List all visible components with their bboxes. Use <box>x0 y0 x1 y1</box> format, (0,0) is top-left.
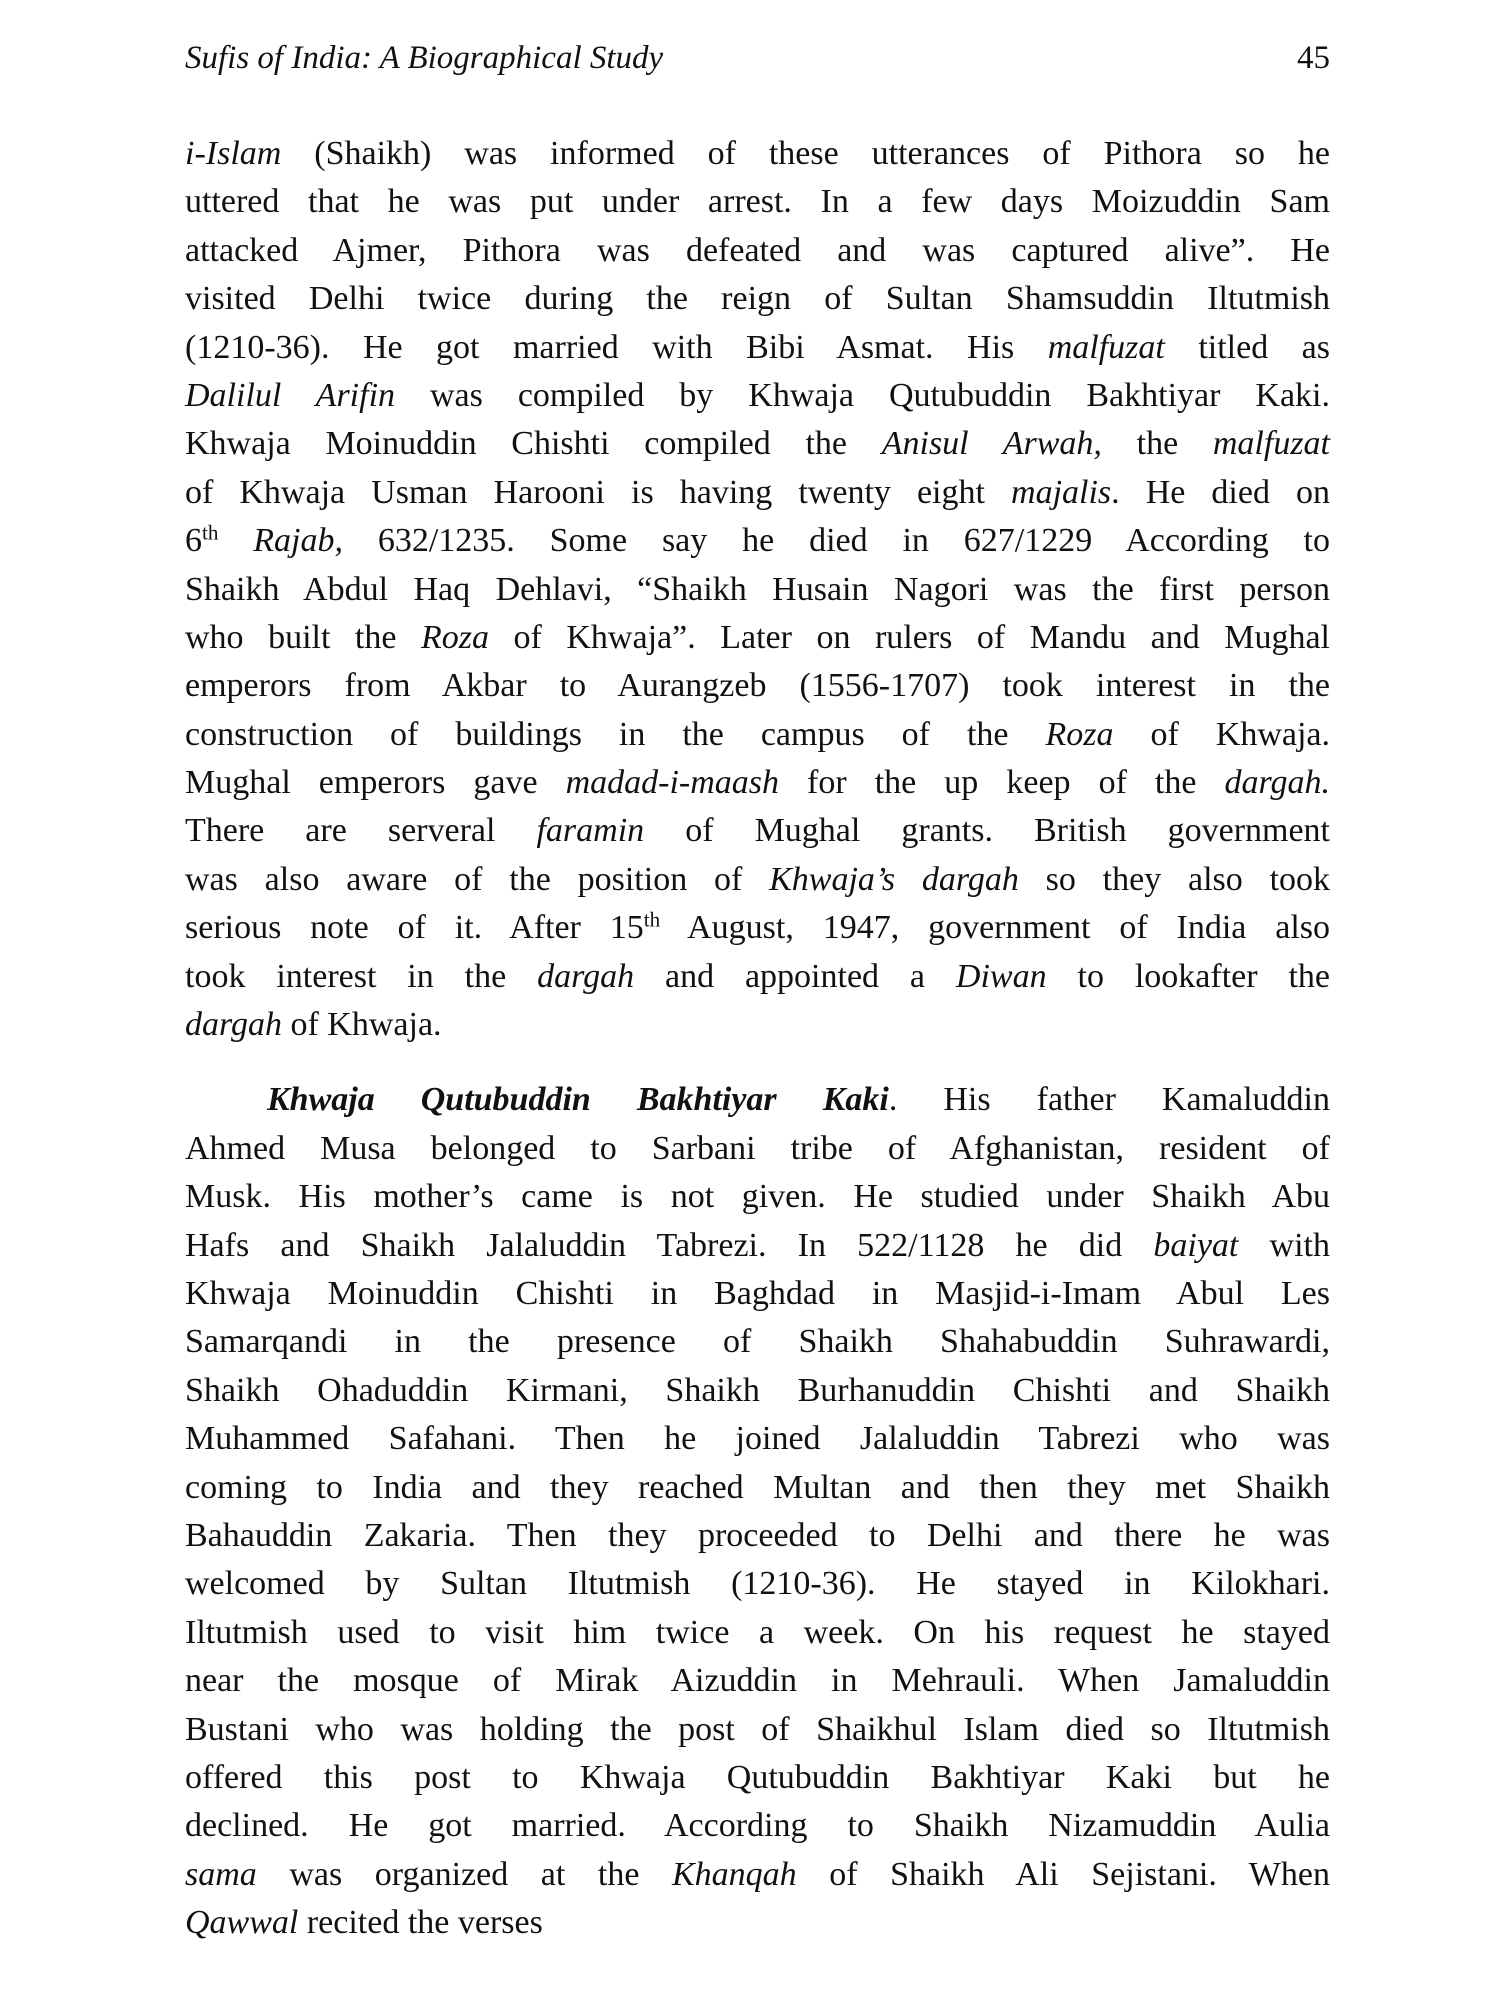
text-line <box>185 1415 1330 1463</box>
text-line <box>185 227 1330 275</box>
text-line <box>185 1754 1330 1802</box>
text-line <box>185 1367 1330 1415</box>
text-run: Bustani who was holding the post of Shaikhul Islam died so Iltutmish <box>185 1710 1330 1748</box>
text-run: was compiled by Khwaja Qutubuddin Bakhtiyar Kaki. <box>395 376 1330 414</box>
text-line <box>185 711 1330 759</box>
text-line <box>185 469 1330 517</box>
text-line <box>185 807 1330 855</box>
text-run: Iltutmish used to visit him twice a week. On his request he stayed <box>185 1613 1330 1651</box>
text-line <box>185 1464 1330 1512</box>
text-run: was also aware of the position of <box>185 860 770 898</box>
text-run: . He died on <box>1111 473 1331 511</box>
text-run: emperors from Akbar to Aurangzeb (1556-1707) took interest in the <box>185 667 1330 705</box>
italic-term: Dalilul Arifin <box>185 376 396 414</box>
text-run: Shaikh Ohaduddin Kirmani, Shaikh Burhanuddin Chishti and Shaikh <box>185 1371 1330 1409</box>
text-line <box>185 1560 1330 1608</box>
text-run: and appointed a <box>634 957 956 995</box>
paragraph <box>185 1076 1330 1947</box>
italic-term: Roza <box>1045 715 1114 753</box>
text-line <box>185 130 1330 178</box>
text-run: attacked Ajmer, Pithora was defeated and was captured alive”. He <box>185 231 1330 269</box>
text-run: Mughal emperors gave <box>185 764 566 802</box>
text-line <box>185 904 1330 952</box>
text-line <box>185 1899 1330 1947</box>
text-line <box>185 953 1330 1001</box>
book-title: Sufis of India: A Biographical Study <box>185 40 664 76</box>
italic-term: madad-i-maash <box>565 764 780 802</box>
italic-term: Khwaja Qutubuddin Bakhtiyar Kaki <box>267 1081 889 1119</box>
text-run: of Khwaja. <box>1113 715 1330 753</box>
text-run: offered this post to Khwaja Qutubuddin Bakhtiyar Kaki but he <box>185 1758 1330 1796</box>
text-run: (1210-36). He got married with Bibi Asmat. His <box>185 328 1048 366</box>
text-run <box>218 522 253 559</box>
text-run: Musk. His mother’s came is not given. He studied under Shaikh Abu <box>185 1178 1330 1216</box>
text-run: coming to India and they reached Multan and then they met Shaikh <box>185 1468 1330 1506</box>
text-run: . His father Kamaluddin <box>888 1081 1330 1119</box>
text-line <box>185 1802 1330 1850</box>
text-run: near the mosque of Mirak Aizuddin in Mehrauli. When Jamaluddin <box>185 1662 1330 1700</box>
italic-term: majalis <box>1011 473 1112 511</box>
italic-term: malfuzat <box>1212 425 1330 463</box>
text-run: of Khwaja. <box>281 1006 442 1044</box>
text-run: Khwaja Moinuddin Chishti compiled the <box>185 425 882 463</box>
italic-term: Khanqah <box>671 1855 797 1893</box>
italic-term: Khwaja’s dargah <box>769 860 1019 898</box>
italic-term: Qawwal <box>185 1904 299 1942</box>
text-run: the <box>1101 425 1213 463</box>
text-run: of Khwaja Usman Harooni is having twenty eight <box>185 473 1012 511</box>
text-line <box>185 1512 1330 1560</box>
text-line <box>185 324 1330 372</box>
text-line <box>185 759 1330 807</box>
running-head <box>185 40 1330 86</box>
italic-term: Anisul Arwah, <box>881 425 1102 463</box>
text-run: so they also took <box>1018 860 1331 898</box>
text-line <box>185 1125 1330 1173</box>
italic-term: Roza <box>421 618 489 656</box>
italic-term: dargah. <box>1224 764 1330 802</box>
text-run: was organized at the <box>256 1855 672 1893</box>
text-run: August, 1947, government of India also <box>660 909 1330 947</box>
text-line <box>185 1222 1330 1270</box>
text-run: There are serveral <box>185 812 537 850</box>
italic-term: i-Islam <box>185 135 282 172</box>
text-line <box>185 1270 1330 1318</box>
text-line <box>185 372 1330 420</box>
text-run: recited the verses <box>298 1904 543 1942</box>
italic-term: Diwan <box>955 957 1047 995</box>
text-line <box>185 1609 1330 1657</box>
text-run: 632/1235. Some say he died in 627/1229 According to <box>342 522 1331 560</box>
text-run: Hafs and Shaikh Jalaluddin Tabrezi. In 522/1128 he did <box>185 1226 1154 1264</box>
page-number: 45 <box>1297 40 1330 76</box>
text-run: Khwaja Moinuddin Chishti in Baghdad in Masjid-i-Imam Abul Les <box>185 1274 1330 1312</box>
text-run: construction of buildings in the campus of the <box>185 715 1046 753</box>
italic-term: Rajab, <box>253 522 343 560</box>
text-line <box>185 517 1330 565</box>
text-run: visited Delhi twice during the reign of Sultan Shamsuddin Iltutmish <box>185 280 1330 318</box>
text-run: of Shaikh Ali Sejistani. When <box>796 1855 1330 1893</box>
text-line <box>185 1173 1330 1221</box>
text-run: welcomed by Sultan Iltutmish (1210-36). He stayed in Kilokhari. <box>185 1565 1330 1603</box>
italic-term: malfuzat <box>1047 328 1165 366</box>
italic-term: dargah <box>185 1006 282 1044</box>
body-text <box>185 130 1330 1947</box>
paragraph <box>185 130 1330 1049</box>
italic-term: sama <box>185 1855 257 1893</box>
text-run: Ahmed Musa belonged to Sarbani tribe of Afghanistan, resident of <box>185 1129 1330 1167</box>
text-run: Samarqandi in the presence of Shaikh Shahabuddin Suhrawardi, <box>185 1323 1330 1361</box>
text-run: Shaikh Abdul Haq Dehlavi, “Shaikh Husain Nagori was the first person <box>185 570 1330 608</box>
text-line <box>185 178 1330 226</box>
text-run: with <box>1238 1226 1330 1264</box>
text-run: 6 <box>185 522 202 560</box>
text-run: took interest in the <box>185 957 538 995</box>
text-line <box>185 662 1330 710</box>
text-run: (Shaikh) was informed of these utterances of Pithora so he <box>281 135 1330 172</box>
italic-term: dargah <box>537 957 635 995</box>
text-line <box>185 566 1330 614</box>
text-line <box>185 1076 1330 1124</box>
text-line <box>185 1657 1330 1705</box>
text-run: who built the <box>185 618 421 656</box>
text-line <box>185 1851 1330 1899</box>
text-run: titled as <box>1164 328 1330 366</box>
text-run: Muhammed Safahani. Then he joined Jalaluddin Tabrezi who was <box>185 1420 1330 1458</box>
text-line <box>185 1318 1330 1366</box>
text-run: to lookafter the <box>1046 957 1330 995</box>
text-line <box>185 856 1330 904</box>
text-run: for the up keep of the <box>779 764 1225 802</box>
paragraph-gap <box>185 1049 1330 1076</box>
italic-term: faramin <box>536 812 645 850</box>
text-line <box>185 275 1330 323</box>
text-run: declined. He got married. According to Shaikh Nizamuddin Aulia <box>185 1807 1330 1845</box>
text-run: of Khwaja”. Later on rulers of Mandu and Mughal <box>489 618 1330 656</box>
text-run: of Mughal grants. British government <box>644 812 1330 850</box>
text-run: uttered that he was put under arrest. In a few days Moizuddin Sam <box>185 183 1330 221</box>
text-line <box>185 420 1330 468</box>
text-line <box>185 1001 1330 1049</box>
italic-term: baiyat <box>1153 1226 1239 1264</box>
text-line <box>185 614 1330 662</box>
text-line <box>185 1706 1330 1754</box>
text-run: serious note of it. After 15 <box>185 909 644 947</box>
text-run: Bahauddin Zakaria. Then they proceeded to Delhi and there he was <box>185 1516 1330 1554</box>
text-run: th <box>202 520 219 545</box>
text-run: th <box>643 907 661 932</box>
